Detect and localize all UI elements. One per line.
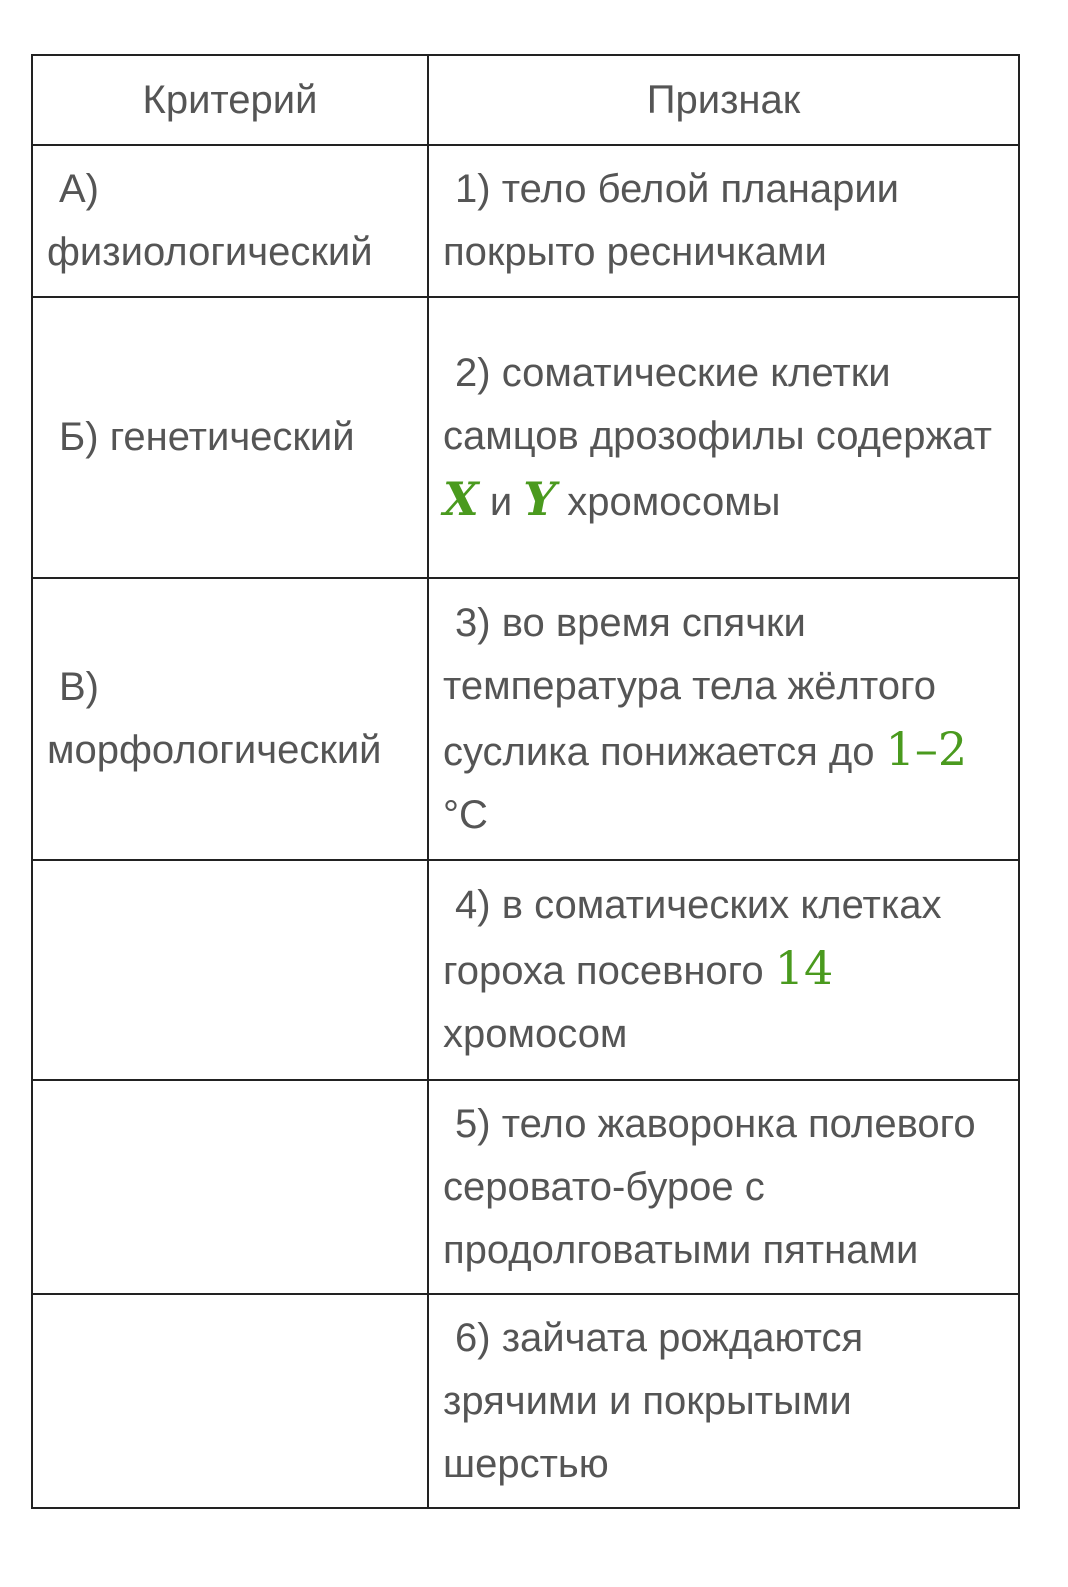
feature-number: 3) [455,600,491,645]
header-feature: Признак [428,55,1019,145]
criterion-letter: Б) [59,415,99,459]
criterion-name: генетический [109,415,355,459]
feature-cell [428,860,1019,1080]
math-chromosome-count: 14 [774,941,834,995]
feature-cell [428,578,1019,860]
feature-number: 1) [455,167,491,211]
feature-number: 5) [455,1101,491,1146]
criterion-cell [32,578,428,860]
feature-cell [428,1080,1019,1294]
criteria-table [31,54,1020,1509]
feature-text: зайчата рождаются зрячими и покрытыми шерстью [443,1315,864,1486]
feature-number: 2) [455,350,491,395]
criterion-cell-empty [32,1080,428,1294]
table-row [32,1080,1019,1294]
criterion-letter: В) [59,665,99,709]
feature-text-after: хромосом [443,1012,628,1056]
table-row [32,578,1019,860]
feature-cell [428,145,1019,297]
table-row [32,1294,1019,1508]
feature-number: 4) [455,883,491,927]
math-temperature-range: 1–2 [885,721,968,776]
feature-connector: и [489,479,513,524]
criterion-cell [32,145,428,297]
feature-text: тело белой планарии покрыто ресничками [443,167,900,274]
feature-text: во время спячки температура тела жёлтого суслика понижается до [443,600,936,774]
feature-text: в соматических клетках гороха посевного [443,883,942,993]
criterion-cell [32,297,428,578]
header-criterion: Критерий [32,55,428,145]
math-x-chromosome: X [443,471,479,526]
header-row [32,55,1019,145]
feature-cell [428,1294,1019,1508]
table-row [32,145,1019,297]
criterion-cell-empty [32,860,428,1080]
feature-text-after: °С [443,792,488,837]
criterion-name: физиологический [47,230,373,274]
criterion-letter: А) [59,167,99,211]
math-y-chromosome: Y [523,471,557,526]
table-row [32,297,1019,578]
table-row [32,860,1019,1080]
criterion-cell-empty [32,1294,428,1508]
feature-cell [428,297,1019,578]
feature-text-after: хромосомы [567,479,781,524]
criterion-name: морфологический [47,728,382,772]
feature-text: соматические клетки самцов дрозофилы содержат [443,350,992,458]
feature-number: 6) [455,1315,491,1360]
feature-text: тело жаворонка полевого серовато-бурое с продолговатыми пятнами [443,1101,976,1272]
